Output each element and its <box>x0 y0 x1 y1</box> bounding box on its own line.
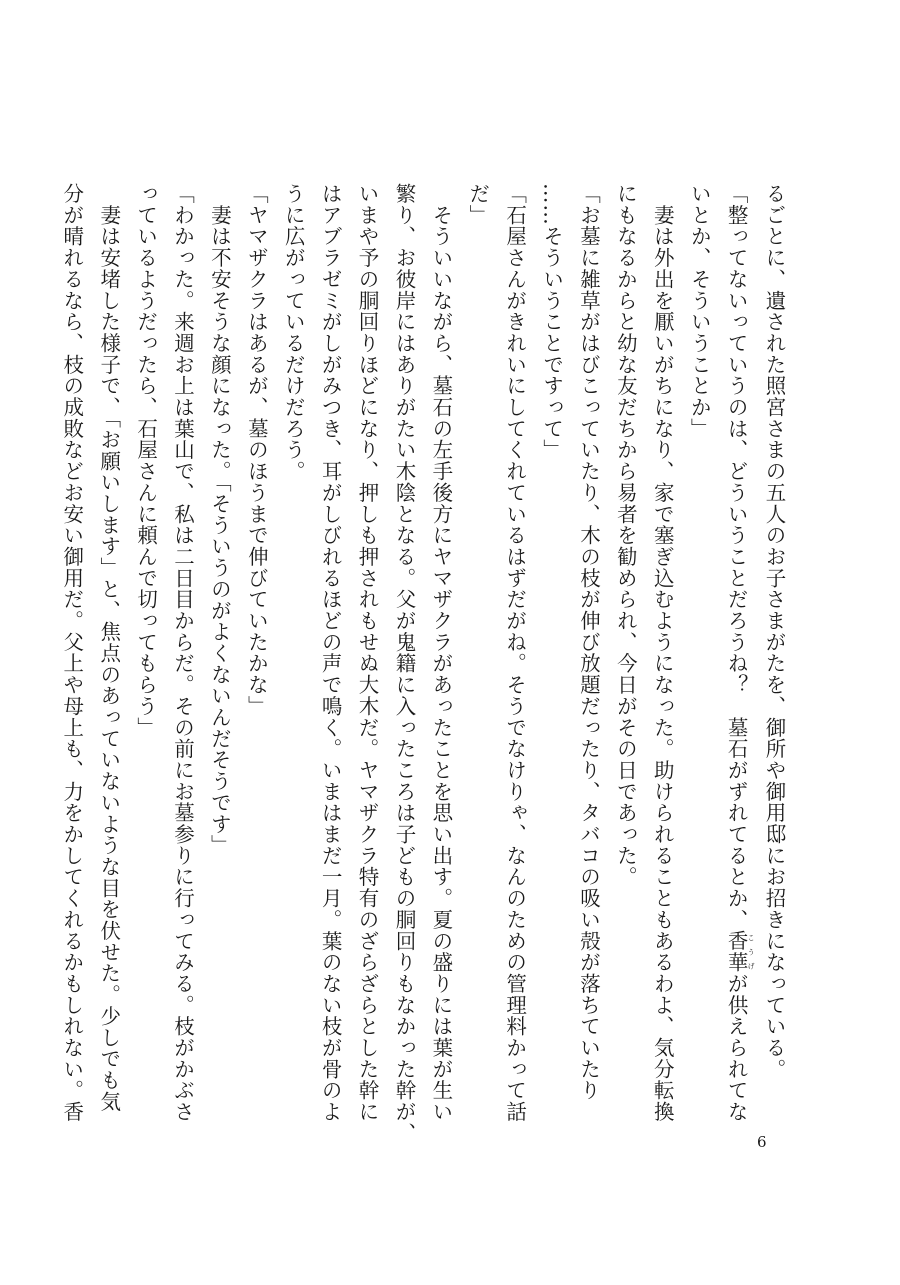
text-line-1: るごとに、遺された照宮さまの五人のお子さまがたを、御所や御用邸にお招きになっている。 <box>762 183 786 1080</box>
text-line-17: 「わかった。来週お上は葉山で、私は二日目からだ。その前にお墓参りに行ってみる。枝がかぶさ <box>170 183 195 1123</box>
text-line-20: 分が晴れるなら、枝の成敗などお安い御用だ。父上や母上も、力をかしてくれるかもしれない。香 <box>59 183 84 1123</box>
text-line-6: 「お墓に雑草がはびこっていたり、木の枝が伸び放題だったり、タバコの吸い殻が落ちていたり <box>576 183 601 1102</box>
text-line-9: だ」 <box>465 183 490 226</box>
text-line-8: 「石屋さんがきれいにしてくれているはずだがね。そうでなけりゃ、なんのための管理料かって話 <box>502 183 527 1123</box>
text-line-2-main: 「整ってないっていうのは、どういうことだろうね？ 墓石がずれてるとか、 <box>724 183 749 931</box>
text-line-13: はアブラゼミがしがみつき、耳がしびれるほどの声で鳴く。いまはまだ一月。葉のない枝が骨のよ <box>318 183 343 1123</box>
text-line-4: 妻は外出を厭いがちになり、家で塞ぎ込むようになった。助けられることもあるわよ、気分転換 <box>650 183 675 1123</box>
ruby-kouge <box>724 930 756 973</box>
text-line-18: っているようだったら、石屋さんに頼んで切ってもらう」 <box>133 183 158 739</box>
vertical-text-block <box>59 183 792 1144</box>
text-line-2-tail: が供えられてな <box>724 972 749 1123</box>
text-line-7: ……そういうことですって」 <box>539 183 564 461</box>
text-line-15: 「ヤマザクラはあるが、墓のほうまで伸びていたかな」 <box>244 183 269 717</box>
text-line-11: 繁り、お彼岸にはありがたい木陰となる。父が鬼籍に入ったころは子どもの胴回りもなかった幹が、 <box>391 183 416 1144</box>
text-line-14: うに広がっているだけだろう。 <box>281 183 306 482</box>
text-line-2 <box>717 183 756 1123</box>
text-line-12: いまや予の胴回りほどになり、押しも押されもせぬ大木だ。ヤマザクラ特有のざらざらとした幹に <box>355 183 380 1123</box>
text-line-16: 妻は不安そうな顔になった。「そういうのがよくないんだそうです」 <box>207 183 232 856</box>
text-line-5: にもなるからと幼な友だちから易者を勧められ、今日がその日であった。 <box>613 183 638 888</box>
ruby-reading: こうげ <box>747 930 756 973</box>
text-line-3: いとか、そういうことか」 <box>687 183 712 440</box>
ruby-base: 香華 <box>724 930 749 973</box>
text-line-19: 妻は安堵した様子で、「お願いします」と、焦点のあっていないような目を伏せた。少しでも気 <box>96 183 121 1113</box>
text-line-10: そういいながら、墓石の左手後方にヤマザクラがあったことを思い出す。夏の盛りには葉が生い <box>428 183 453 1123</box>
page-number: 6 <box>757 1133 767 1151</box>
